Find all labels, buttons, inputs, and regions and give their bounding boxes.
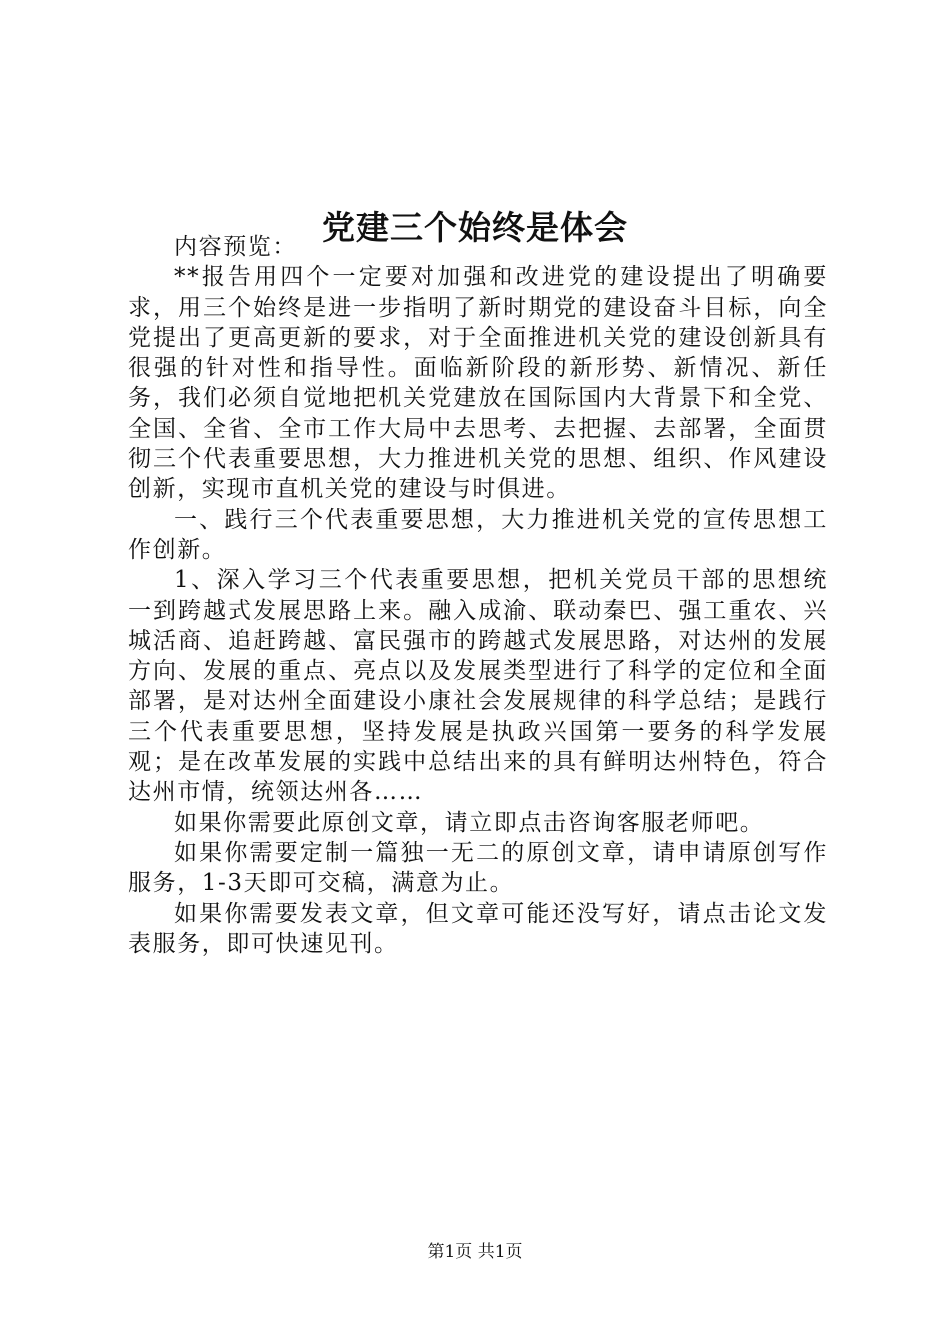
page-title: 党建三个始终是体会 [322,208,628,248]
paragraph-promo-3: 如果你需要发表文章，但文章可能还没写好，请点击论文发表服务，即可快速见刊。 [128,900,828,957]
document-body [128,232,828,959]
paragraph-intro: **报告用四个一定要对加强和改进党的建设提出了明确要求，用三个始终是进一步指明了新时期党的建设奋斗目标，向全党提出了更高更新的要求，对于全面推进机关党的建设创新具有很强的针对性和指导性。面临新阶段的新形势、新情况、新任务，我们必须自觉地把机关党建放在国际国内大背景下和全党、全国、全省、全市工作大局中去思考、去把握、去部署，全面贯彻三个代表重要思想，大力推进机关党的思想、组织、作风建设创新，实现市直机关党的建设与时俱进。 [128,264,828,503]
section-heading-1: 一、践行三个代表重要思想，大力推进机关党的宣传思想工作创新。 [128,506,828,563]
preview-label: 内容预览： [174,234,297,260]
paragraph-promo-2: 如果你需要定制一篇独一无二的原创文章，请申请原创写作服务，1-3天即可交稿，满意为止。 [128,839,828,897]
page-footer: 第1页 共1页 [427,1242,523,1262]
paragraph-promo-1: 如果你需要此原创文章，请立即点击咨询客服老师吧。 [174,809,765,836]
paragraph-point-1: 1、深入学习三个代表重要思想，把机关党员干部的思想统一到跨越式发展思路上来。融入成渝、联动秦巴、强工重农、兴城活商、追赶跨越、富民强市的跨越式发展思路，对达州的发展方向、发展的重点、亮点以及发展类型进行了科学的定位和全面部署，是对达州全面建设小康社会发展规律的科学总结；是践行三个代表重要思想，坚持发展是执政兴国第一要务的科学发展观；是在改革发展的实践中总结出来的具有鲜明达州特色，符合达州市情，统领达州各…… [128,567,828,806]
